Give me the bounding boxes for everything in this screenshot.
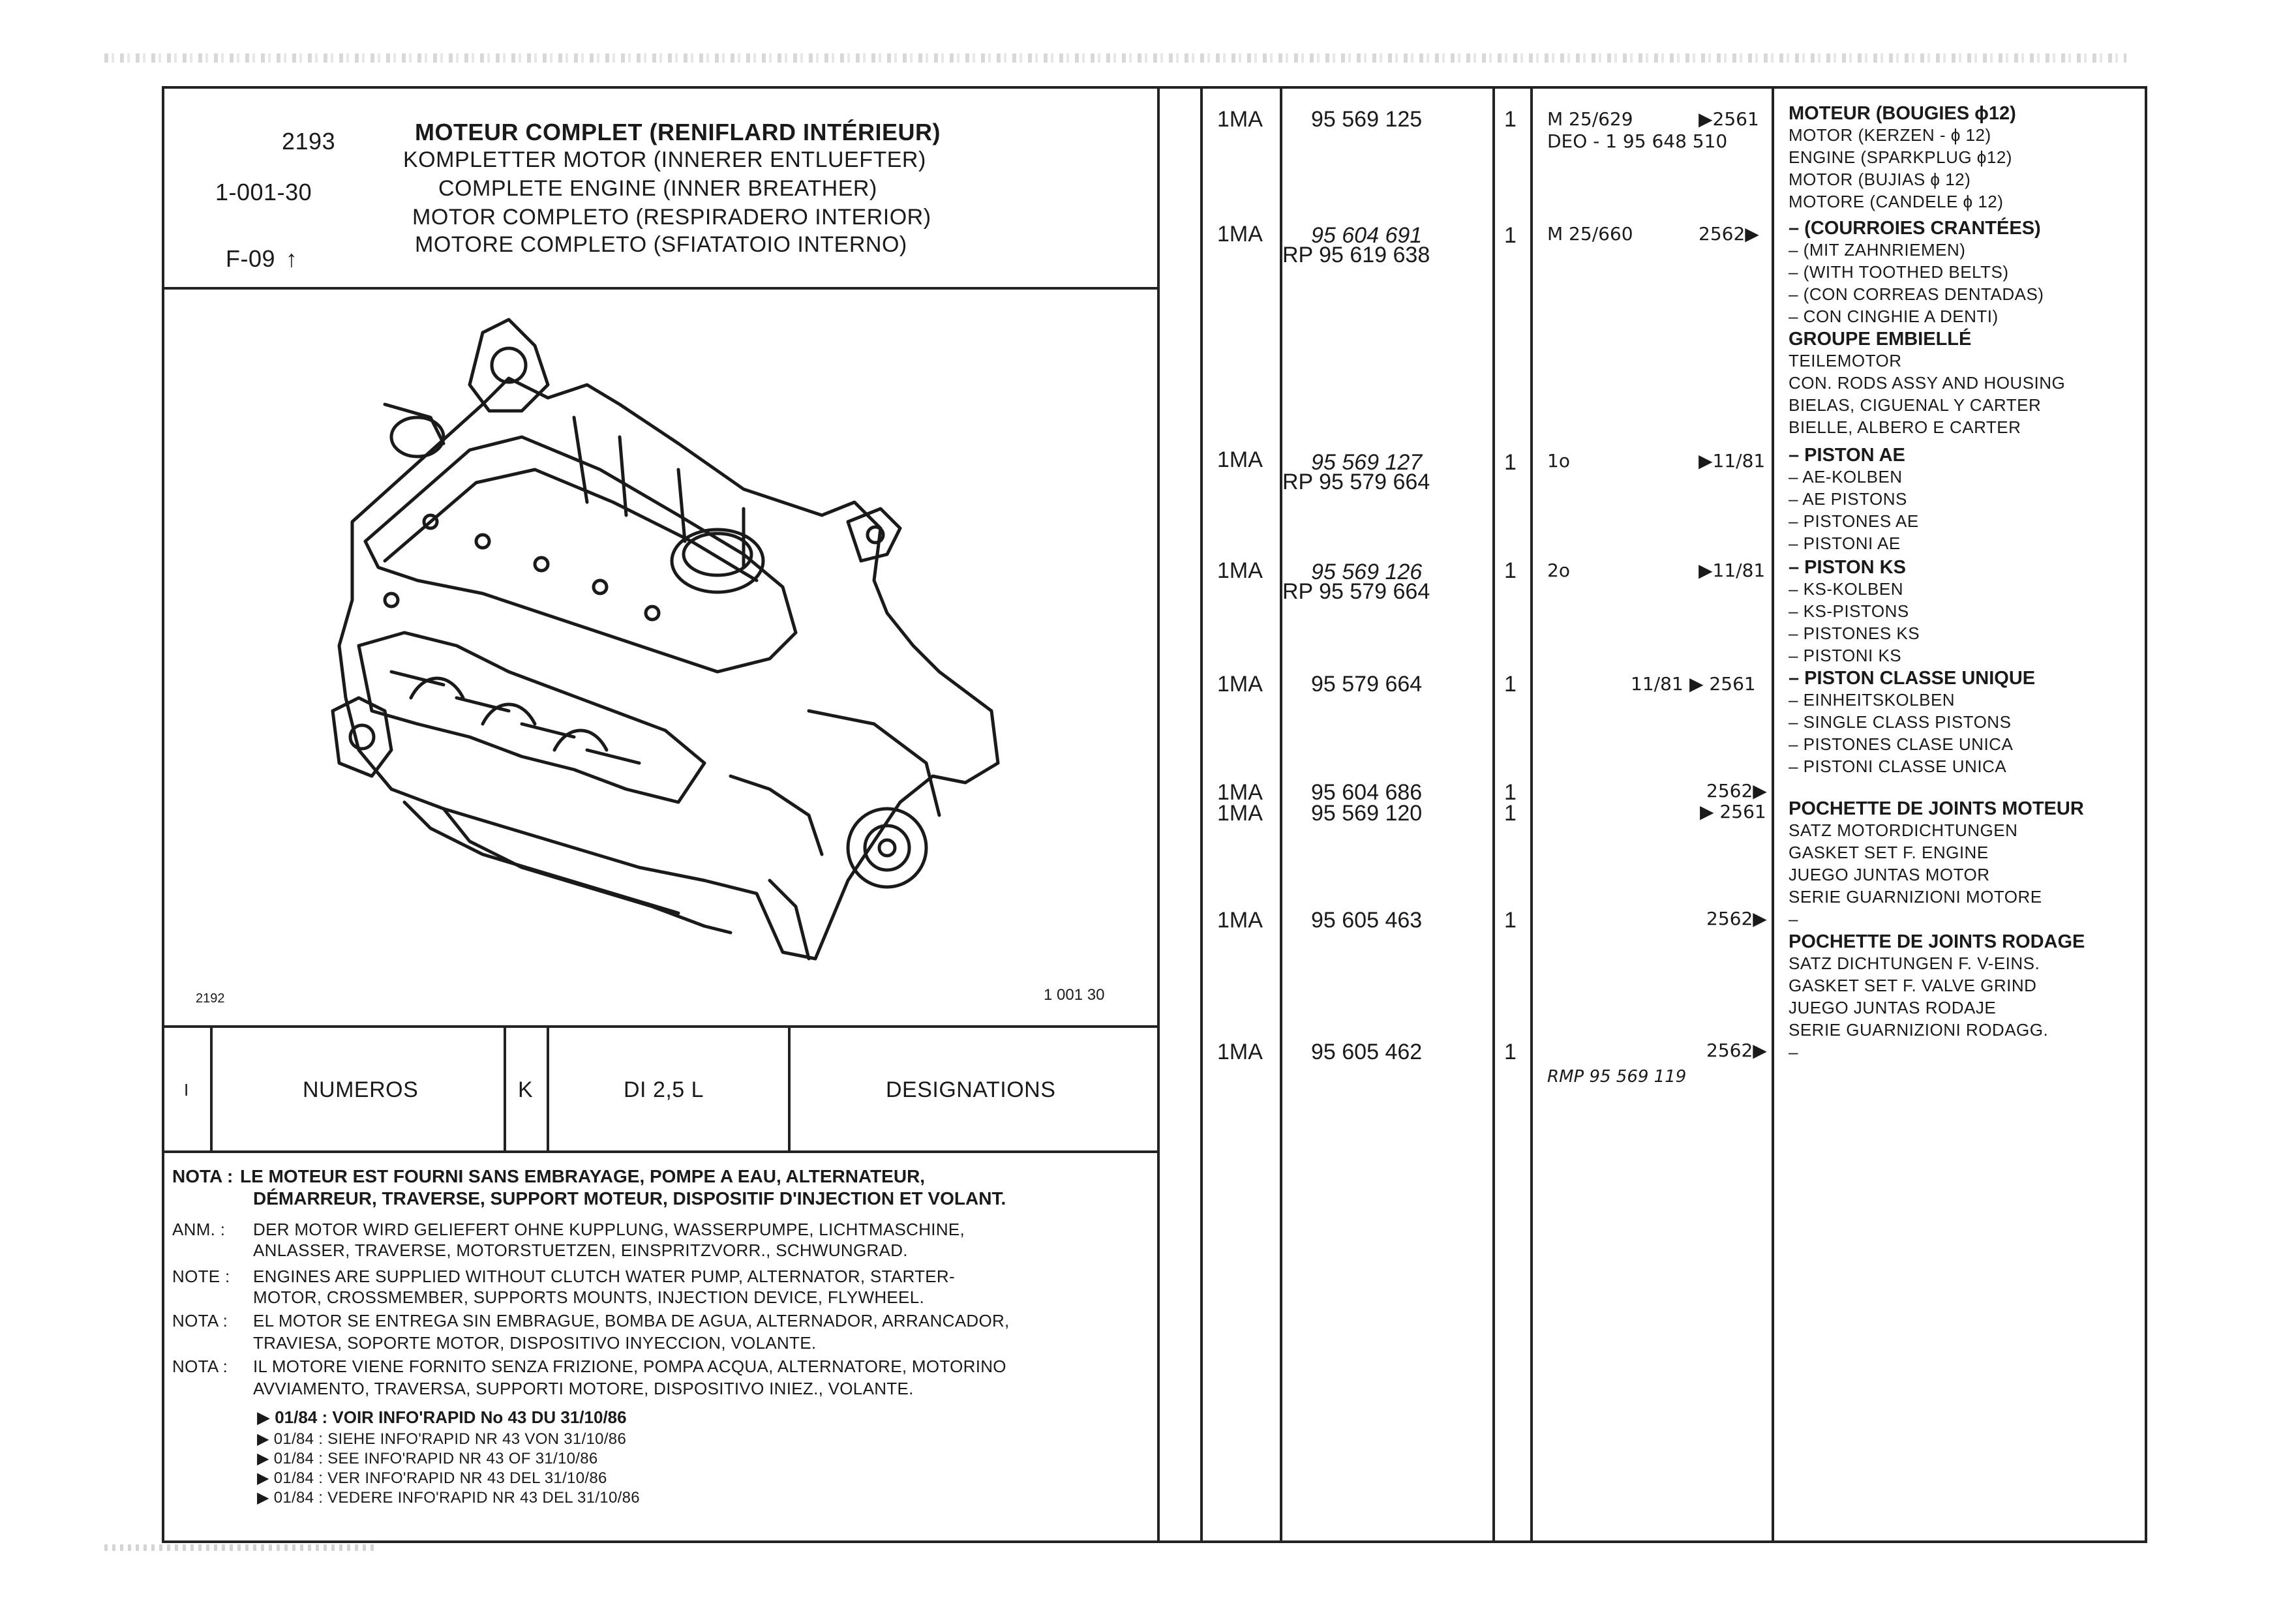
row-ref: 11/81 (1631, 673, 1684, 695)
info-line-es: ▶ 01/84 : VER INFO'RAPID NR 43 DEL 31/10/86 (257, 1469, 607, 1487)
col-sep-desc (1772, 86, 1774, 1543)
note-de-line2: ANLASSER, TRAVERSE, MOTORSTUETZEN, EINSPRITZVORR., SCHWUNGRAD. (253, 1240, 908, 1260)
row-model: 1MA (1217, 780, 1263, 805)
row-rp: RP 95 579 664 (1282, 579, 1430, 604)
row-part: 95 604 691 (1311, 223, 1423, 248)
scan-noise-top (104, 53, 2126, 63)
designation-line: – KS-KOLBEN (1789, 579, 1904, 599)
row-ref: 2o (1547, 560, 1570, 581)
designation-line: – PISTONES KS (1789, 623, 1920, 643)
row-ref: 1o (1547, 450, 1570, 472)
th-k: K (518, 1077, 534, 1102)
th-sep-1 (210, 1025, 213, 1153)
page-code: 2193 (282, 128, 336, 155)
designation-title: – PISTON KS (1789, 557, 1906, 578)
designation-line: – (MIT ZAHNRIEMEN) (1789, 240, 1966, 260)
designation-line: SERIE GUARNIZIONI MOTORE (1789, 887, 2042, 907)
note-en-line2: MOTOR, CROSSMEMBER, SUPPORTS MOUNTS, INJECTION DEVICE, FLYWHEEL. (253, 1287, 924, 1307)
row-model: 1MA (1217, 107, 1263, 132)
col-sep-part (1280, 86, 1282, 1543)
designation-line: – (WITH TOOTHED BELTS) (1789, 262, 2009, 282)
designation-title: GROUPE EMBIELLÉ (1789, 329, 1972, 350)
note-en-line1: ENGINES ARE SUPPLIED WITHOUT CLUTCH WATER PUMP, ALTERNATOR, STARTER- (253, 1267, 955, 1286)
note-es-line2: TRAVIESA, SOPORTE MOTOR, DISPOSITIVO INYECCION, VOLANTE. (253, 1333, 817, 1353)
row-part: 95 569 127 (1311, 450, 1423, 475)
title-it: MOTORE COMPLETO (SFIATATOIO INTERNO) (415, 232, 907, 257)
designation-line: BIELAS, CIGUENAL Y CARTER (1789, 395, 2042, 415)
th-sep-3 (547, 1025, 549, 1153)
ref-code: 1-001-30 (215, 179, 312, 205)
designation-line: – EINHEITSKOLBEN (1789, 690, 1956, 710)
note-es-line1: EL MOTOR SE ENTREGA SIN EMBRAGUE, BOMBA DE AGUA, ALTERNADOR, ARRANCADOR, (253, 1311, 1010, 1330)
fig-code (226, 245, 298, 273)
note-de-line1: DER MOTOR WIRD GELIEFERT OHNE KUPPLUNG, WASSERPUMPE, LICHTMASCHINE, (253, 1220, 965, 1239)
note-it-label: NOTA : (172, 1357, 228, 1376)
info-line-it: ▶ 01/84 : VEDERE INFO'RAPID NR 43 DEL 31/10/86 (257, 1489, 640, 1507)
note-it-line2: AVVIAMENTO, TRAVERSA, SUPPORTI MOTORE, DISPOSITIVO INIEZ., VOLANTE. (253, 1379, 914, 1398)
row-date: 2562▶ (1706, 908, 1767, 929)
designation-line: – (1789, 909, 1798, 929)
designation-line: ENGINE (SPARKPLUG ϕ12) (1789, 147, 2012, 167)
table-header-divider (162, 1150, 1160, 1153)
row-qty: 1 (1504, 801, 1517, 826)
designation-line: BIELLE, ALBERO E CARTER (1789, 417, 2021, 437)
row-part: 95 569 125 (1311, 107, 1423, 132)
info-line-fr: ▶ 01/84 : VOIR INFO'RAPID No 43 DU 31/10/86 (257, 1407, 627, 1427)
designation-line: – PISTONI KS (1789, 646, 1902, 665)
diagram-caption-right: 1 001 30 (1044, 986, 1105, 1004)
row-qty: 1 (1504, 107, 1517, 132)
row-date: 2562▶ (1699, 223, 1759, 245)
info-line-en: ▶ 01/84 : SEE INFO'RAPID NR 43 OF 31/10/86 (257, 1450, 598, 1467)
note-es-label: NOTA : (172, 1311, 228, 1330)
row-part: 95 569 126 (1311, 560, 1423, 584)
note-en-label: NOTE : (172, 1267, 230, 1286)
th-sep-2 (504, 1025, 506, 1153)
row-ref2: DEO - 1 95 648 510 (1547, 130, 1728, 152)
designation-title: – PISTON CLASSE UNIQUE (1789, 668, 2036, 689)
row-model: 1MA (1217, 447, 1263, 472)
info-line-de: ▶ 01/84 : SIEHE INFO'RAPID NR 43 VON 31/10/86 (257, 1430, 627, 1448)
designation-line: SATZ MOTORDICHTUNGEN (1789, 820, 2018, 840)
designation-line: GASKET SET F. VALVE GRIND (1789, 976, 2037, 995)
engine-diagram (313, 307, 1031, 998)
designation-line: – CON CINGHIE A DENTI) (1789, 307, 1999, 326)
row-model: 1MA (1217, 801, 1263, 826)
designation-line: – AE-KOLBEN (1789, 467, 1903, 487)
designation-line: MOTORE (CANDELE ϕ 12) (1789, 192, 2004, 211)
designation-line: JUEGO JUNTAS RODAJE (1789, 998, 1997, 1017)
row-qty: 1 (1504, 450, 1517, 475)
row-date: 2562▶ (1706, 1040, 1767, 1061)
th-sep-4 (788, 1025, 791, 1153)
designation-line: – KS-PISTONS (1789, 601, 1909, 621)
row-ref: M 25/629 (1547, 108, 1633, 130)
header-divider (162, 287, 1160, 290)
th-di: DI 2,5 L (624, 1077, 704, 1102)
row-date: ▶ 2561 (1700, 801, 1766, 822)
col-sep-model (1200, 86, 1203, 1543)
row-model: 1MA (1217, 908, 1263, 933)
note-fr-line2: DÉMARREUR, TRAVERSE, SUPPORT MOTEUR, DISPOSITIF D'INJECTION ET VOLANT. (253, 1188, 1006, 1209)
row-part: 95 605 463 (1311, 908, 1423, 933)
designation-title: POCHETTE DE JOINTS MOTEUR (1789, 798, 2084, 819)
designation-line: CON. RODS ASSY AND HOUSING (1789, 373, 2066, 393)
designation-line: – (CON CORREAS DENTADAS) (1789, 284, 2044, 304)
designation-line: SERIE GUARNIZIONI RODAGG. (1789, 1020, 2049, 1040)
title-fr: MOTEUR COMPLET (RENIFLARD INTÉRIEUR) (415, 119, 941, 145)
designation-title: MOTEUR (BOUGIES ϕ12) (1789, 103, 2016, 124)
diagram-divider (162, 1025, 1160, 1028)
designation-line: MOTOR (KERZEN - ϕ 12) (1789, 125, 1991, 145)
row-model: 1MA (1217, 222, 1263, 247)
row-date: ▶11/81 (1699, 560, 1766, 581)
designation-line: – SINGLE CLASS PISTONS (1789, 712, 2012, 732)
scan-noise-bottom (104, 1544, 378, 1551)
row-qty: 1 (1504, 223, 1517, 248)
col-sep-qty (1492, 86, 1495, 1543)
row-qty: 1 (1504, 672, 1517, 697)
note-fr-label: NOTA : (172, 1166, 234, 1186)
designation-title: – PISTON AE (1789, 445, 1905, 466)
fig-code-text: F-09 (226, 245, 276, 272)
row-rp: RP 95 619 638 (1282, 243, 1430, 267)
row-qty: 1 (1504, 908, 1517, 933)
designation-line: – PISTONI AE (1789, 533, 1901, 553)
row-qty: 1 (1504, 780, 1517, 805)
designation-title: POCHETTE DE JOINTS RODAGE (1789, 931, 2085, 952)
designation-line: – AE PISTONS (1789, 489, 1907, 509)
row-model: 1MA (1217, 1040, 1263, 1064)
row-model: 1MA (1217, 558, 1263, 583)
note-fr-line1: LE MOTEUR EST FOURNI SANS EMBRAYAGE, POMPE A EAU, ALTERNATEUR, (240, 1166, 926, 1186)
row-part: 95 569 120 (1311, 801, 1423, 826)
th-numeros: NUMEROS (303, 1077, 419, 1102)
title-es: MOTOR COMPLETO (RESPIRADERO INTERIOR) (412, 205, 931, 230)
row-part: 95 579 664 (1311, 672, 1423, 697)
note-it-line1: IL MOTORE VIENE FORNITO SENZA FRIZIONE, POMPA ACQUA, ALTERNATORE, MOTORINO (253, 1357, 1006, 1376)
designation-line: MOTOR (BUJIAS ϕ 12) (1789, 170, 1971, 189)
row-ref2: RMP 95 569 119 (1547, 1067, 1687, 1087)
designation-line: TEILEMOTOR (1789, 351, 1902, 370)
row-model: 1MA (1217, 672, 1263, 697)
row-part: 95 604 686 (1311, 780, 1423, 805)
row-qty: 1 (1504, 1040, 1517, 1064)
row-part: 95 605 462 (1311, 1040, 1423, 1064)
arrow-up-icon: ↑ (286, 245, 298, 272)
th-col1: I (184, 1080, 189, 1100)
row-date: ▶11/81 (1699, 450, 1766, 472)
diagram-caption-left: 2192 (196, 991, 225, 1006)
row-date: ▶ 2561 (1689, 673, 1756, 695)
note-de-label: ANM. : (172, 1220, 226, 1239)
designation-line: GASKET SET F. ENGINE (1789, 843, 1989, 862)
row-date: 2562▶ (1706, 780, 1767, 802)
designation-line: – PISTONI CLASSE UNICA (1789, 757, 2007, 776)
row-date: ▶2561 (1699, 108, 1759, 130)
designation-line: – (1789, 1042, 1798, 1062)
designation-line: SATZ DICHTUNGEN F. V-EINS. (1789, 954, 2040, 973)
row-ref: M 25/660 (1547, 223, 1633, 245)
title-de: KOMPLETTER MOTOR (INNERER ENTLUEFTER) (403, 147, 926, 172)
th-designations: DESIGNATIONS (886, 1077, 1056, 1102)
row-qty: 1 (1504, 558, 1517, 583)
designation-line: – PISTONES CLASE UNICA (1789, 734, 2014, 754)
designation-line: – PISTONES AE (1789, 511, 1919, 531)
designation-title: – (COURROIES CRANTÉES) (1789, 218, 2041, 239)
col-sep-ref (1530, 86, 1533, 1543)
title-en: COMPLETE ENGINE (INNER BREATHER) (438, 176, 877, 201)
designation-line: JUEGO JUNTAS MOTOR (1789, 865, 1990, 884)
row-rp: RP 95 579 664 (1282, 470, 1430, 494)
left-panel-divider (1157, 86, 1160, 1543)
